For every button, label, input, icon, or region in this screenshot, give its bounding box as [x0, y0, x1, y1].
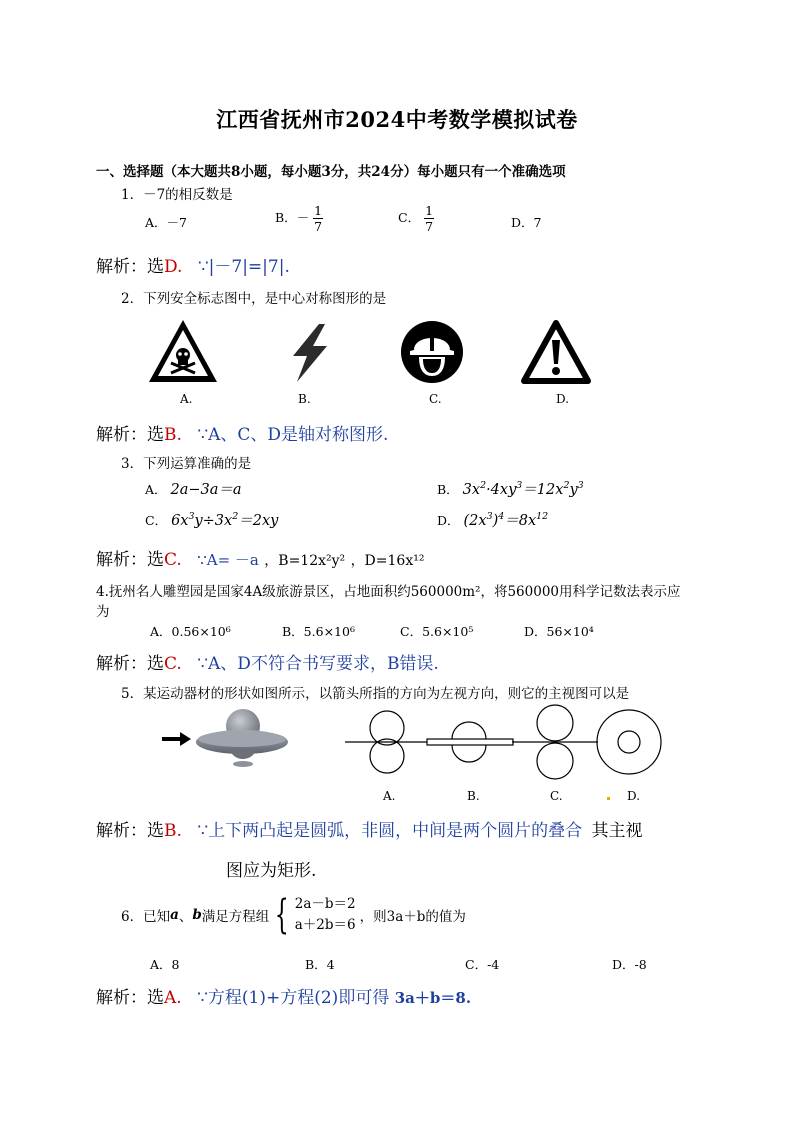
- q6-option-c: C．-4: [465, 957, 500, 972]
- answer-reason-a: ∵A= －a: [197, 551, 259, 569]
- q1-option-b: [275, 203, 323, 234]
- q3-expr-a: 2a−3a＝a: [170, 482, 242, 498]
- answer-prefix: 解析：选: [96, 550, 164, 570]
- answer-letter: D.: [164, 257, 183, 277]
- answer-letter: C.: [164, 550, 182, 570]
- option-label: D．: [437, 513, 460, 528]
- system-brace: {: [275, 892, 290, 938]
- q3-expr-c: $6x^3y\div 3x^2=2xy$: [171, 511, 279, 529]
- answer-reason-d: ，D=16x¹²: [350, 553, 425, 569]
- exclamation-warning-sign-icon: [521, 320, 591, 384]
- q1-option-c-label: C．: [398, 210, 421, 225]
- answer-1: [96, 252, 290, 277]
- q4-option-b: B．5.6×10⁶: [282, 624, 355, 639]
- question-3-stem: 3．下列运算准确的是: [121, 456, 252, 472]
- q6-stem-mid: 满足方程组: [201, 909, 270, 925]
- option-label: B．: [437, 482, 459, 497]
- answer-reason: ∵A、C、D是轴对称图形.: [197, 425, 389, 445]
- q6-stem-pre: 6．已知: [121, 909, 171, 925]
- fraction-denominator: 7: [425, 219, 434, 234]
- answer-3: [96, 545, 424, 570]
- answer-letter: A.: [164, 988, 182, 1008]
- q6-stem-post: ，则3a＋b的值为: [359, 909, 466, 925]
- q6-var-a: a: [170, 907, 179, 923]
- toxic-warning-sign-icon: [147, 318, 219, 384]
- answer-reason-line1: ∵上下两凸起是圆弧，非圆，中间是两个圆片的叠合: [197, 821, 583, 841]
- answer-reason-line1-end: 其主视: [591, 821, 643, 841]
- q3-option-b: [437, 478, 584, 499]
- answer-prefix: 解析：选: [96, 257, 164, 277]
- answer-letter: C.: [164, 654, 182, 674]
- q1-option-b-label: B．－: [275, 210, 310, 225]
- question-4-stem-line2: 为: [96, 604, 110, 620]
- q3-expr-b: $3x^2\cdot 4xy^3=12x^2y^3$: [462, 480, 584, 498]
- sports-equipment-image: [194, 706, 290, 768]
- section-heading: 一、选择题（本大题共8小题，每小题3分，共24分）每小题只有一个准确选项: [96, 164, 566, 180]
- q6-sep: 、: [178, 909, 193, 925]
- answer-reason: ∵方程(1)+方程(2)即可得: [197, 988, 390, 1008]
- question-4-stem-line1: 4.抚州名人雕塑园是国家4A级旅游景区，占地面积约560000m²，将560000用科学记数法表示应: [96, 584, 681, 600]
- option-label: A．: [145, 482, 167, 497]
- stray-dot: [607, 797, 610, 800]
- answer-prefix: 解析：选: [96, 821, 164, 841]
- answer-5-line2: 图应为矩形.: [226, 861, 317, 881]
- answer-5-line1: [96, 816, 643, 841]
- answer-reason-b: ，B=12x²y²: [264, 553, 346, 569]
- q6-option-a: A．8: [150, 957, 180, 972]
- answer-2: [96, 420, 388, 445]
- equation-1: 2a－b＝2: [294, 896, 356, 912]
- question-1-stem: 1．－7的相反数是: [121, 187, 233, 203]
- question-6-stem: [121, 894, 466, 936]
- q1-option-d: D．7: [511, 215, 542, 230]
- equation-system: [295, 894, 356, 936]
- q3-option-a: [145, 478, 242, 499]
- hard-hat-sign-icon: [400, 320, 464, 384]
- q5-caption-d: D.: [627, 789, 641, 803]
- q5-figure-a: [343, 704, 433, 780]
- answer-prefix: 解析：选: [96, 988, 164, 1008]
- q5-figure-b: [425, 704, 515, 780]
- question-2-stem: 2．下列安全标志图中，是中心对称图形的是: [121, 291, 387, 307]
- q6-var-b: b: [192, 907, 202, 923]
- q5-caption-a: A.: [383, 789, 396, 803]
- q1-option-c: [398, 203, 434, 234]
- fraction-numerator: 1: [425, 203, 434, 218]
- answer-prefix: 解析：选: [96, 425, 164, 445]
- answer-result: 3a＋b＝8.: [394, 989, 472, 1007]
- q4-option-c: C．5.6×10⁵: [400, 624, 474, 639]
- answer-4: [96, 649, 439, 674]
- answer-reason: ∵A、D不符合书写要求，B错误.: [197, 654, 439, 674]
- q3-option-c: [145, 509, 278, 530]
- option-label: C．: [145, 513, 168, 528]
- q2-caption-b: B.: [298, 392, 311, 406]
- q6-option-d: D．-8: [612, 957, 647, 972]
- q3-option-d: [437, 509, 548, 530]
- page-title: 江西省抚州市2024中考数学模拟试卷: [216, 107, 578, 132]
- q5-figure-c: [510, 704, 600, 780]
- answer-prefix: 解析：选: [96, 654, 164, 674]
- fraction-numerator: 1: [314, 203, 323, 218]
- q5-caption-c: C.: [550, 789, 563, 803]
- answer-reason: ∵|－7|=|7|.: [197, 257, 290, 277]
- q1-option-a: A．－7: [145, 215, 187, 230]
- fraction-denominator: 7: [314, 219, 323, 234]
- q6-option-b: B．4: [305, 957, 335, 972]
- answer-letter: B.: [164, 425, 182, 445]
- q1-option-b-fraction: [313, 203, 323, 234]
- q4-option-a: A．0.56×10⁶: [150, 624, 231, 639]
- equation-2: a＋2b＝6: [294, 917, 356, 933]
- q5-figure-d: [594, 706, 664, 778]
- q3-expr-d: $(2x^3)^4=8x^{12}$: [463, 511, 549, 529]
- q2-caption-c: C.: [429, 392, 442, 406]
- answer-6: [96, 983, 471, 1008]
- q2-caption-a: A.: [180, 392, 193, 406]
- q4-option-d: D．56×10⁴: [524, 624, 594, 639]
- question-5-stem: 5．某运动器材的形状如图所示，以箭头所指的方向为左视方向，则它的主视图可以是: [121, 686, 630, 702]
- q1-option-c-fraction: [424, 203, 434, 234]
- lightning-bolt-sign-icon: [285, 322, 333, 384]
- answer-letter: B.: [164, 821, 182, 841]
- q2-caption-d: D.: [556, 392, 570, 406]
- q5-caption-b: B.: [467, 789, 480, 803]
- arrow-icon: [162, 731, 192, 747]
